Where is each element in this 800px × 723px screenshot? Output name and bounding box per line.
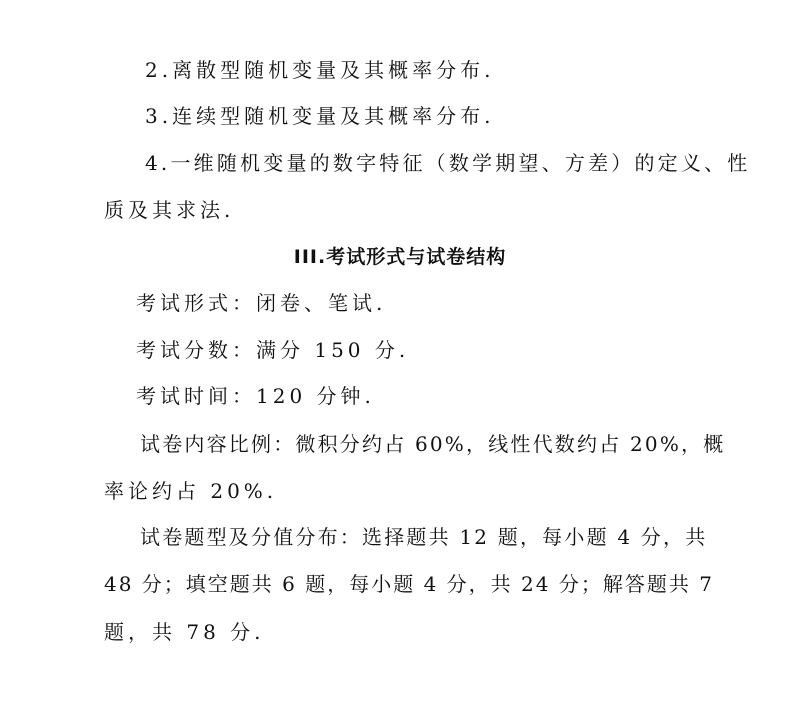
list-item-numerical-features-cont: 质及其求法. bbox=[104, 198, 235, 222]
content-ratio-line-2: 率论约占 20%. bbox=[104, 479, 278, 503]
list-item-discrete-variables: 2.离散型随机变量及其概率分布. bbox=[145, 58, 495, 82]
exam-time-text: 考试时间：120 分钟. bbox=[136, 384, 375, 408]
exam-form-text: 考试形式：闭卷、笔试. bbox=[136, 291, 387, 315]
list-item-continuous-variables: 3.连续型随机变量及其概率分布. bbox=[145, 104, 495, 128]
question-types-line-1: 试卷题型及分值分布：选择题共 12 题，每小题 4 分，共 bbox=[140, 525, 708, 549]
question-types-line-2: 48 分；填空题共 6 题，每小题 4 分，共 24 分；解答题共 7 bbox=[104, 572, 714, 596]
content-ratio-line-1: 试卷内容比例：微积分约占 60%，线性代数约占 20%，概 bbox=[140, 432, 726, 456]
section-heading: III.考试形式与试卷结构 bbox=[293, 246, 507, 268]
list-item-numerical-features: 4.一维随机变量的数字特征（数学期望、方差）的定义、性 bbox=[145, 151, 751, 175]
question-types-line-3: 题，共 78 分. bbox=[104, 620, 265, 644]
exam-score-text: 考试分数：满分 150 分. bbox=[136, 338, 410, 362]
